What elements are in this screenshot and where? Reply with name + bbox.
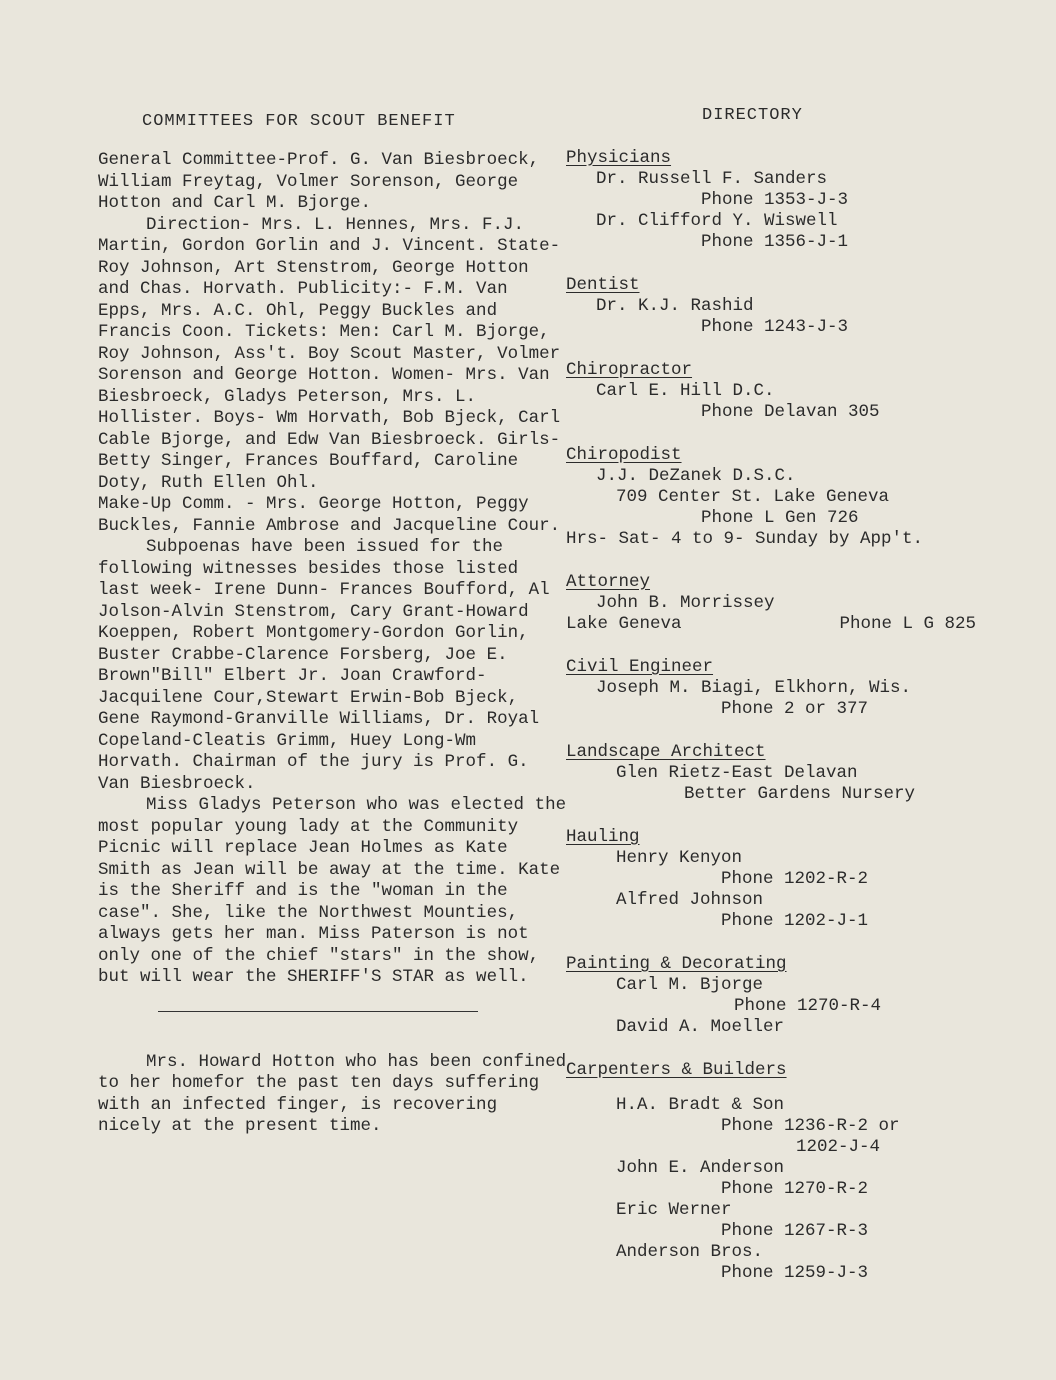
attorney-title: Attorney: [566, 572, 651, 592]
carpenter-name: Anderson Bros.: [616, 1242, 764, 1262]
attorney-name: John B. Morrissey: [596, 593, 775, 613]
carpenter-phone: Phone 1267-R-3: [721, 1221, 869, 1241]
hauling-name: Henry Kenyon: [616, 848, 743, 868]
physician-phone: Phone 1353-J-3: [701, 190, 849, 210]
chiropodist-phone: Phone L Gen 726: [701, 508, 859, 528]
carpenter-phone: Phone 1270-R-2: [721, 1179, 869, 1199]
landscape-section: [566, 742, 1036, 805]
physicians-section: [566, 148, 1036, 253]
chiropodist-name: J.J. DeZanek D.S.C.: [596, 466, 796, 486]
physicians-title: Physicians: [566, 148, 672, 168]
hauling-name: Alfred Johnson: [616, 890, 764, 910]
attorney-section: [566, 572, 1036, 635]
landscape-nursery: Better Gardens Nursery: [684, 784, 916, 804]
dentist-title: Dentist: [566, 275, 640, 295]
civil-engineer-phone: Phone 2 or 377: [721, 699, 869, 719]
directory-column: [566, 148, 1036, 1306]
chiropractor-name: Carl E. Hill D.C.: [596, 381, 775, 401]
general-committee-paragraph: General Committee-Prof. G. Van Biesbroeck, William Freytag, Volmer Sorenson, George Hotton and Carl M. Bjorge.: [98, 150, 540, 213]
carpenters-section: [566, 1060, 1036, 1284]
chiropractor-phone: Phone Delavan 305: [701, 402, 880, 422]
makeup-paragraph: Make-Up Comm. - Mrs. George Hotton, Peggy Buckles, Fannie Ambrose and Jacqueline Cour.: [98, 494, 561, 536]
hauling-phone: Phone 1202-J-1: [721, 911, 869, 931]
landscape-name: Glen Rietz-East Delavan: [616, 763, 858, 783]
civil-engineer-title: Civil Engineer: [566, 657, 714, 677]
attorney-city: Lake Geneva: [566, 614, 682, 634]
physician-name: Dr. Russell F. Sanders: [596, 169, 828, 189]
directory-heading: DIRECTORY: [702, 106, 803, 125]
subpoenas-paragraph: Subpoenas have been issued for the following witnesses besides those listed last week- Irene Dunn- Frances Boufford, Al Jolson-Alvin Stenstrom, Cary Grant-Howard Koeppen, Robert Montgomery-Gordon Gorlin, Buster Crabbe-Clarence Forsberg, Joe E. Brown"Bill" Elbert Jr. Joan Crawford-Jacquilene Cour,Stewart Erwin-Bob Bjeck, Gene Raymond-Granville Williams, Dr. Royal Copeland-Cleatis Grimm, Huey Long-Wm Horvath. Chairman of the jury is Prof. G. Van Biesbroeck.: [98, 537, 550, 794]
dentist-name: Dr. K.J. Rashid: [596, 296, 754, 316]
dentist-phone: Phone 1243-J-3: [701, 317, 849, 337]
carpenter-phone: Phone 1259-J-3: [721, 1263, 869, 1283]
carpenter-name: H.A. Bradt & Son: [616, 1095, 785, 1115]
peterson-paragraph: Miss Gladys Peterson who was elected the most popular young lady at the Community Picnic will replace Jean Holmes as Kate Smith as Jean will be away at the time. Kate is the Sheriff and is the "woman in the case". She, like the Northwest Mounties, always gets her man. Miss Paterson is not only one of the chief "stars" in the show, but will wear the SHERIFF'S STAR as well.: [98, 795, 567, 987]
carpenter-phone: Phone 1236-R-2 or: [721, 1116, 900, 1136]
carpenter-name: Eric Werner: [616, 1200, 732, 1220]
chiropodist-section: [566, 445, 1036, 550]
committees-column: [98, 150, 568, 1138]
direction-paragraph: Direction- Mrs. L. Hennes, Mrs. F.J. Martin, Gordon Gorlin and J. Vincent. State-Roy Johnson, Art Stenstrom, George Hotton and Chas. Horvath. Publicity:- F.M. Van Epps, Mrs. A.C. Ohl, Peggy Buckles and Francis Coon. Tickets: Men: Carl M. Bjorge, Roy Johnson, Ass't. Boy Scout Master, Volmer Sorenson and George Hotton. Women- Mrs. Van Biesbroeck, Gladys Peterson, Mrs. L. Hollister. Boys- Wm Horvath, Bob Bjeck, Carl Cable Bjorge, and Edw Van Biesbroeck. Girls- Betty Singer, Frances Bouffard, Caroline Doty, Ruth Ellen Ohl.: [98, 214, 561, 493]
hauling-title: Hauling: [566, 827, 640, 847]
hauling-phone: Phone 1202-R-2: [721, 869, 869, 889]
painting-section: [566, 954, 1036, 1038]
landscape-title: Landscape Architect: [566, 742, 766, 762]
carpenters-title: Carpenters & Builders: [566, 1060, 787, 1080]
dentist-section: [566, 275, 1036, 338]
physician-phone: Phone 1356-J-1: [701, 232, 849, 252]
attorney-phone: Phone L G 825: [839, 614, 976, 634]
chiropodist-title: Chiropodist: [566, 445, 682, 465]
hotton-paragraph: Mrs. Howard Hotton who has been confined to her homefor the past ten days suffering with an infected finger, is recovering nicely at the present time.: [98, 1051, 567, 1136]
committees-heading: COMMITTEES FOR SCOUT BENEFIT: [142, 112, 456, 131]
chiropodist-hours: Hrs- Sat- 4 to 9- Sunday by App't.: [566, 529, 924, 549]
carpenter-phone-alt: 1202-J-4: [796, 1137, 881, 1157]
painting-name: David A. Moeller: [616, 1017, 785, 1037]
chiropractor-section: [566, 360, 1036, 423]
physician-name: Dr. Clifford Y. Wiswell: [596, 211, 838, 231]
carpenter-name: John E. Anderson: [616, 1158, 785, 1178]
hauling-section: [566, 827, 1036, 932]
chiropractor-title: Chiropractor: [566, 360, 693, 380]
civil-engineer-section: [566, 657, 1036, 720]
painting-name: Carl M. Bjorge: [616, 975, 764, 995]
painting-phone: Phone 1270-R-4: [734, 996, 882, 1016]
chiropodist-address: 709 Center St. Lake Geneva: [616, 487, 890, 507]
civil-engineer-name: Joseph M. Biagi, Elkhorn, Wis.: [596, 678, 912, 698]
painting-title: Painting & Decorating: [566, 954, 787, 974]
divider-rule: [158, 1001, 478, 1012]
